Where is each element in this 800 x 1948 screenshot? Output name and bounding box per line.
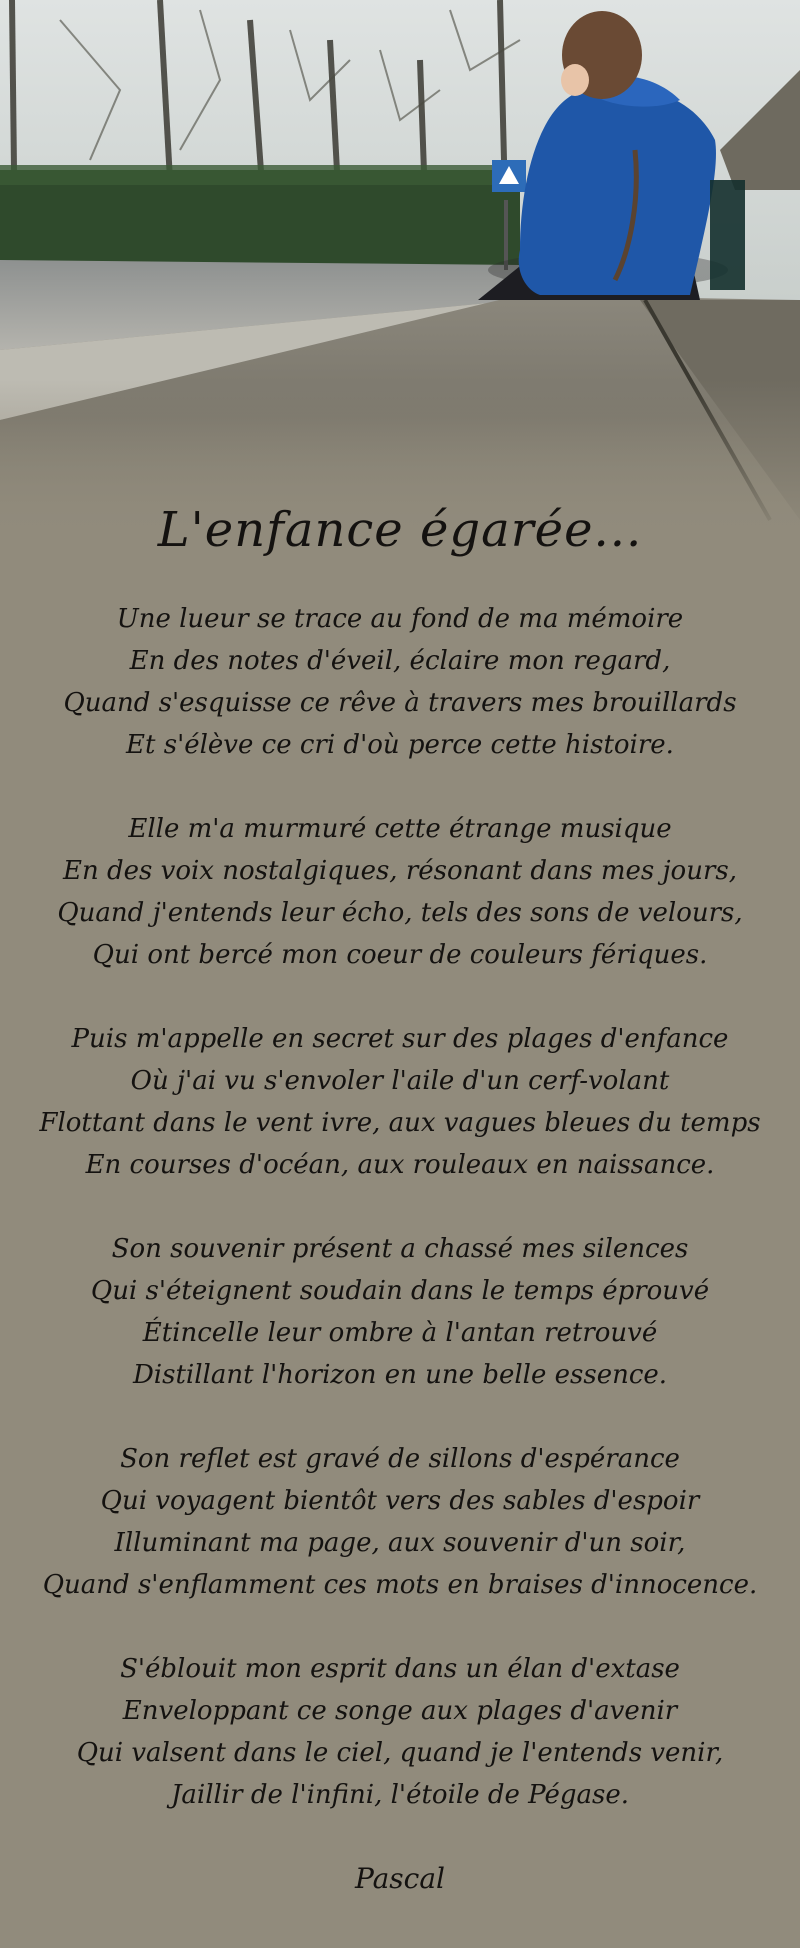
verse-line: Quand s'enflamment ces mots en braises d'innocence. — [42, 1570, 758, 1600]
stanza-3 — [0, 1018, 800, 1186]
verse-line: Qui voyagent bientôt vers des sables d'espoir — [100, 1486, 700, 1516]
verse-line: Elle m'a murmuré cette étrange musique — [128, 814, 672, 844]
verse-line: Quand s'esquisse ce rêve à travers mes brouillards — [63, 688, 737, 718]
stanza-6 — [0, 1648, 800, 1816]
stanza-2 — [0, 808, 800, 976]
verse-line: S'éblouit mon esprit dans un élan d'extase — [120, 1654, 680, 1684]
verse-line: Qui valsent dans le ciel, quand je l'entends venir, — [76, 1738, 724, 1768]
stanza-1 — [0, 598, 800, 766]
verse-line: Qui s'éteignent soudain dans le temps éprouvé — [90, 1276, 710, 1306]
verse-line: Quand j'entends leur écho, tels des sons de velours, — [57, 898, 743, 928]
poem-stanzas — [0, 598, 800, 1816]
verse-line: Enveloppant ce songe aux plages d'avenir — [122, 1696, 678, 1726]
verse-line: Une lueur se trace au fond de ma mémoire — [116, 604, 684, 634]
verse-line: Jaillir de l'infini, l'étoile de Pégase. — [170, 1780, 629, 1810]
verse-line: En courses d'océan, aux rouleaux en naissance. — [85, 1150, 715, 1180]
verse-line: Distillant l'horizon en une belle essence. — [132, 1360, 668, 1390]
child-on-bench-photo — [0, 0, 800, 540]
stanza-4 — [0, 1228, 800, 1396]
verse-line: Étincelle leur ombre à l'antan retrouvé — [142, 1318, 658, 1348]
verse-line: Puis m'appelle en secret sur des plages d'enfance — [71, 1024, 729, 1054]
stanza-5 — [0, 1438, 800, 1606]
poem — [0, 490, 800, 1900]
verse-line: Illuminant ma page, aux souvenir d'un soir, — [114, 1528, 686, 1558]
verse-line: En des notes d'éveil, éclaire mon regard, — [129, 646, 671, 676]
verse-line: Où j'ai vu s'envoler l'aile d'un cerf-volant — [130, 1066, 670, 1096]
author-signature: Pascal — [355, 1862, 445, 1895]
verse-line: En des voix nostalgiques, résonant dans mes jours, — [63, 856, 737, 886]
verse-line: Son reflet est gravé de sillons d'espérance — [120, 1444, 680, 1474]
poem-title: L'enfance égarée... — [157, 502, 643, 558]
verse-line: Et s'élève ce cri d'où perce cette histoire. — [126, 730, 674, 760]
verse-line: Son souvenir présent a chassé mes silences — [111, 1234, 689, 1264]
verse-line: Flottant dans le vent ivre, aux vagues bleues du temps — [39, 1108, 761, 1138]
verse-line: Qui ont bercé mon coeur de couleurs fériques. — [92, 940, 708, 970]
